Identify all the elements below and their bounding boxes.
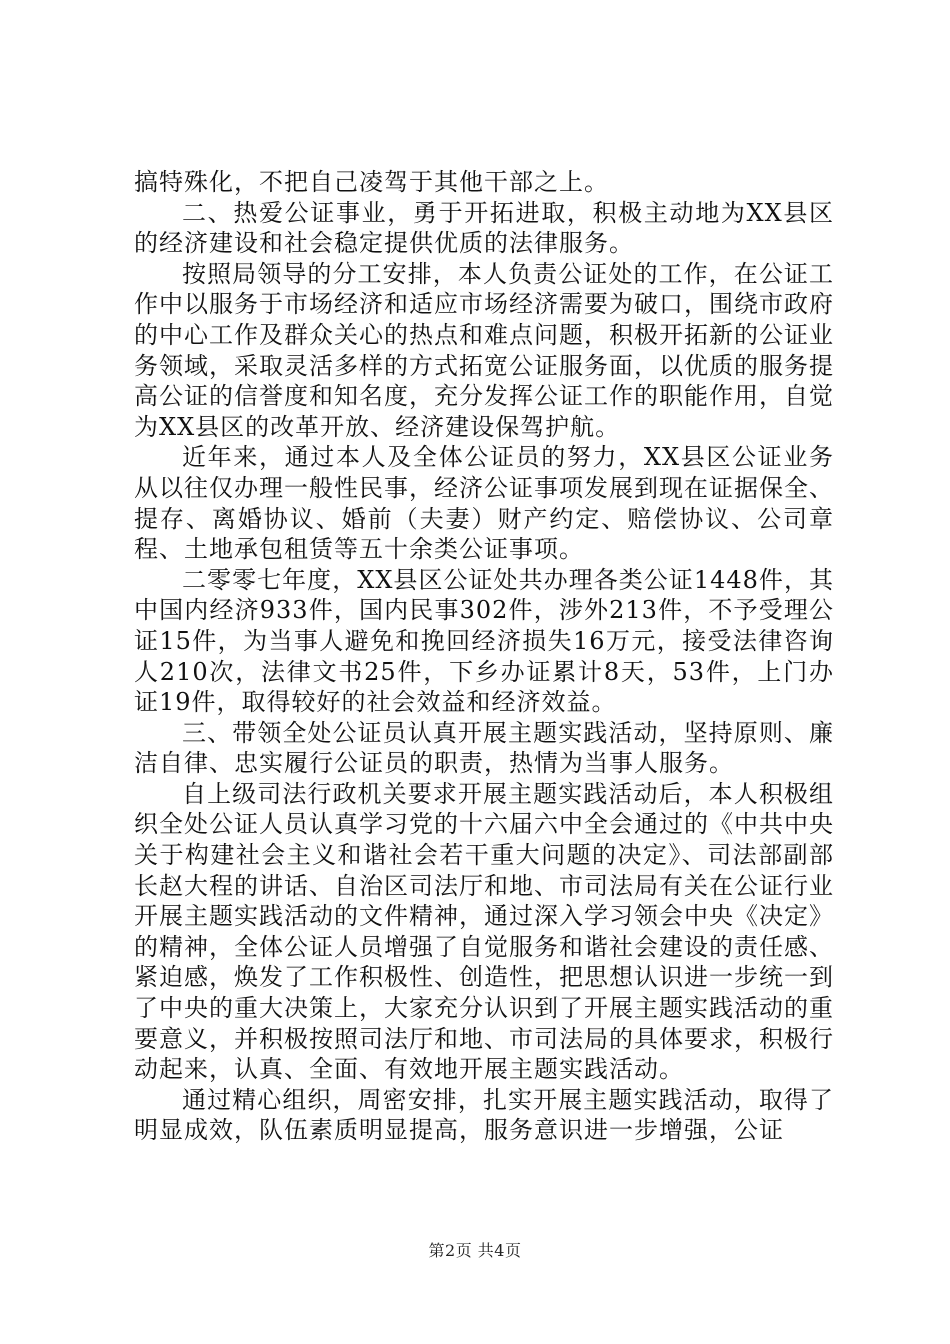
document-body bbox=[134, 167, 834, 1146]
paragraph-continuation: 搞特殊化，不把自己凌驾于其他干部之上。 bbox=[134, 168, 609, 196]
paragraph: 近年来，通过本人及全体公证员的努力，XX县区公证业务从以往仅办理一般性民事，经济公证事项发展到现在证据保全、提存、离婚协议、婚前（夫妻）财产约定、赔偿协议、公司章程、土地承包租赁等五十余类公证事项。 bbox=[134, 443, 834, 564]
paragraph: 自上级司法行政机关要求开展主题实践活动后，本人积极组织全处公证人员认真学习党的十六届六中全会通过的《中共中央关于构建社会主义和谐社会若干重大问题的决定》、司法部副部长赵大程的讲话、自治区司法厅和地、市司法局有关在公证行业开展主题实践活动的文件精神，通过深入学习领会中央《决定》的精神，全体公证人员增强了自觉服务和谐社会建设的责任感、紧迫感，焕发了工作积极性、创造性，把思想认识进一步统一到了中央的重大决策上，大家充分认识到了开展主题实践活动的重要意义，并积极按照司法厅和地、市司法局的具体要求，积极行动起来，认真、全面、有效地开展主题实践活动。 bbox=[134, 779, 834, 1084]
paragraph: 通过精心组织，周密安排，扎实开展主题实践活动，取得了明显成效，队伍素质明显提高，服务意识进一步增强，公证 bbox=[134, 1085, 834, 1145]
page-number-footer: 第2页 共4页 bbox=[428, 1241, 522, 1260]
paragraph-section-three-heading: 三、带领全处公证员认真开展主题实践活动，坚持原则、廉洁自律、忠实履行公证员的职责，热情为当事人服务。 bbox=[134, 718, 834, 778]
paragraph-statistics: 二零零七年度，XX县区公证处共办理各类公证1448件，其中国内经济933件，国内民事302件，涉外213件，不予受理公证15件，为当事人避免和挽回经济损失16万元，接受法律咨询人210次，法律文书25件，下乡办证累计8天，53件，上门办证19件，取得较好的社会效益和经济效益。 bbox=[134, 565, 834, 717]
paragraph-section-two-heading: 二、热爱公证事业，勇于开拓进取，积极主动地为XX县区的经济建设和社会稳定提供优质的法律服务。 bbox=[134, 198, 834, 258]
paragraph: 按照局领导的分工安排，本人负责公证处的工作，在公证工作中以服务于市场经济和适应市场经济需要为破口，围绕市政府的中心工作及群众关心的热点和难点问题，积极开拓新的公证业务领域，采取灵活多样的方式拓宽公证服务面，以优质的服务提高公证的信誉度和知名度，充分发挥公证工作的职能作用，自觉为XX县区的改革开放、经济建设保驾护航。 bbox=[134, 259, 834, 441]
